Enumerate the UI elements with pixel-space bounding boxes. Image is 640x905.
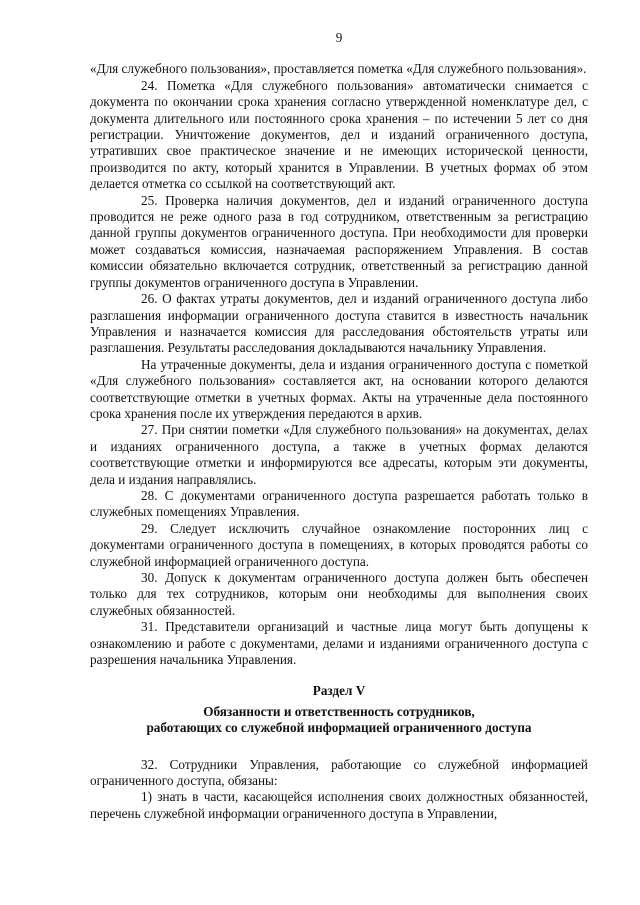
paragraph-32: 32. Сотрудники Управления, работающие со служебной информацией ограниченного доступа, обязаны: — [90, 756, 588, 789]
paragraph-31: 31. Представители организаций и частные лица могут быть допущены к ознакомлению и работе с документами, делами и изданиями ограниченного доступа с разрешения начальника Управления. — [90, 619, 588, 668]
paragraph-32-item-1: 1) знать в части, касающейся исполнения своих должностных обязанностей, перечень служебной информации ограниченного доступа в Управлении, — [90, 789, 588, 821]
section-number: Раздел V — [312, 683, 366, 699]
paragraph-28: 28. С документами ограниченного доступа разрешается работать только в служебных помещениях Управления. — [90, 487, 588, 520]
section-title-line-1: Обязанности и ответственность сотрудников, — [203, 703, 475, 719]
page-number: 9 — [335, 30, 343, 45]
paragraph-29: 29. Следует исключить случайное ознакомление посторонних лиц с документами ограниченного доступа в помещениях, в которых проводятся работы со служебной информацией ограниченного доступа. — [90, 520, 588, 569]
paragraph-24: 24. Пометка «Для служебного пользования» автоматически снимается с документа по окончании срока хранения согласно утвержденной номенклатуре дел, с документа длительного или постоянного срока хранения – по истечении 5 лет со дня регистрации. Уничтожение документов, дел и изданий ограниченного доступа, утративших свое практическое значение и не имеющих исторической ценности, производится по акту, который хранится в Управлении. В учетных формах об этом делается отметка со ссылкой на соответствующий акт. — [90, 77, 588, 192]
paragraph-continuation: «Для служебного пользования», проставляется пометка «Для служебного пользования». — [90, 61, 587, 77]
section-title-line-2: работающих со служебной информацией ограниченного доступа — [146, 720, 532, 736]
paragraph-25: 25. Проверка наличия документов, дел и изданий ограниченного доступа проводится не реже одного раза в год сотрудником, ответственным за регистрацию данной группы документов ограниченного доступа. При необходимости для проверки может создаваться комиссия, назначаемая распоряжением Управления. В состав комиссии обязательно включается сотрудник, ответственный за регистрацию данной группы документов ограниченного доступа в Управлении. — [90, 192, 588, 290]
paragraph-26-lost-documents: На утраченные документы, дела и издания ограниченного доступа с пометкой «Для служебного пользования» составляется акт, на основании которого делаются соответствующие отметки в учетных формах. Акты на утраченные дела постоянного срока хранения после их утверждения передаются в архив. — [90, 356, 588, 421]
paragraph-27: 27. При снятии пометки «Для служебного пользования» на документах, делах и изданиях ограниченного доступа, а также в учетных формах делаются соответствующие отметки и информируются все адресаты, которым эти документы, дела и издания направлялись. — [90, 422, 588, 487]
paragraph-30: 30. Допуск к документам ограниченного доступа должен быть обеспечен только для тех сотрудников, которым они необходимы для выполнения своих служебных обязанностей. — [90, 570, 588, 618]
paragraph-26: 26. О фактах утраты документов, дел и изданий ограниченного доступа либо разглашения информации ограниченного доступа ставится в известность начальник Управления и назначается комиссия для расследования обстоятельств утраты или разглашения. Результаты расследования докладываются начальнику Управления. — [90, 291, 588, 356]
